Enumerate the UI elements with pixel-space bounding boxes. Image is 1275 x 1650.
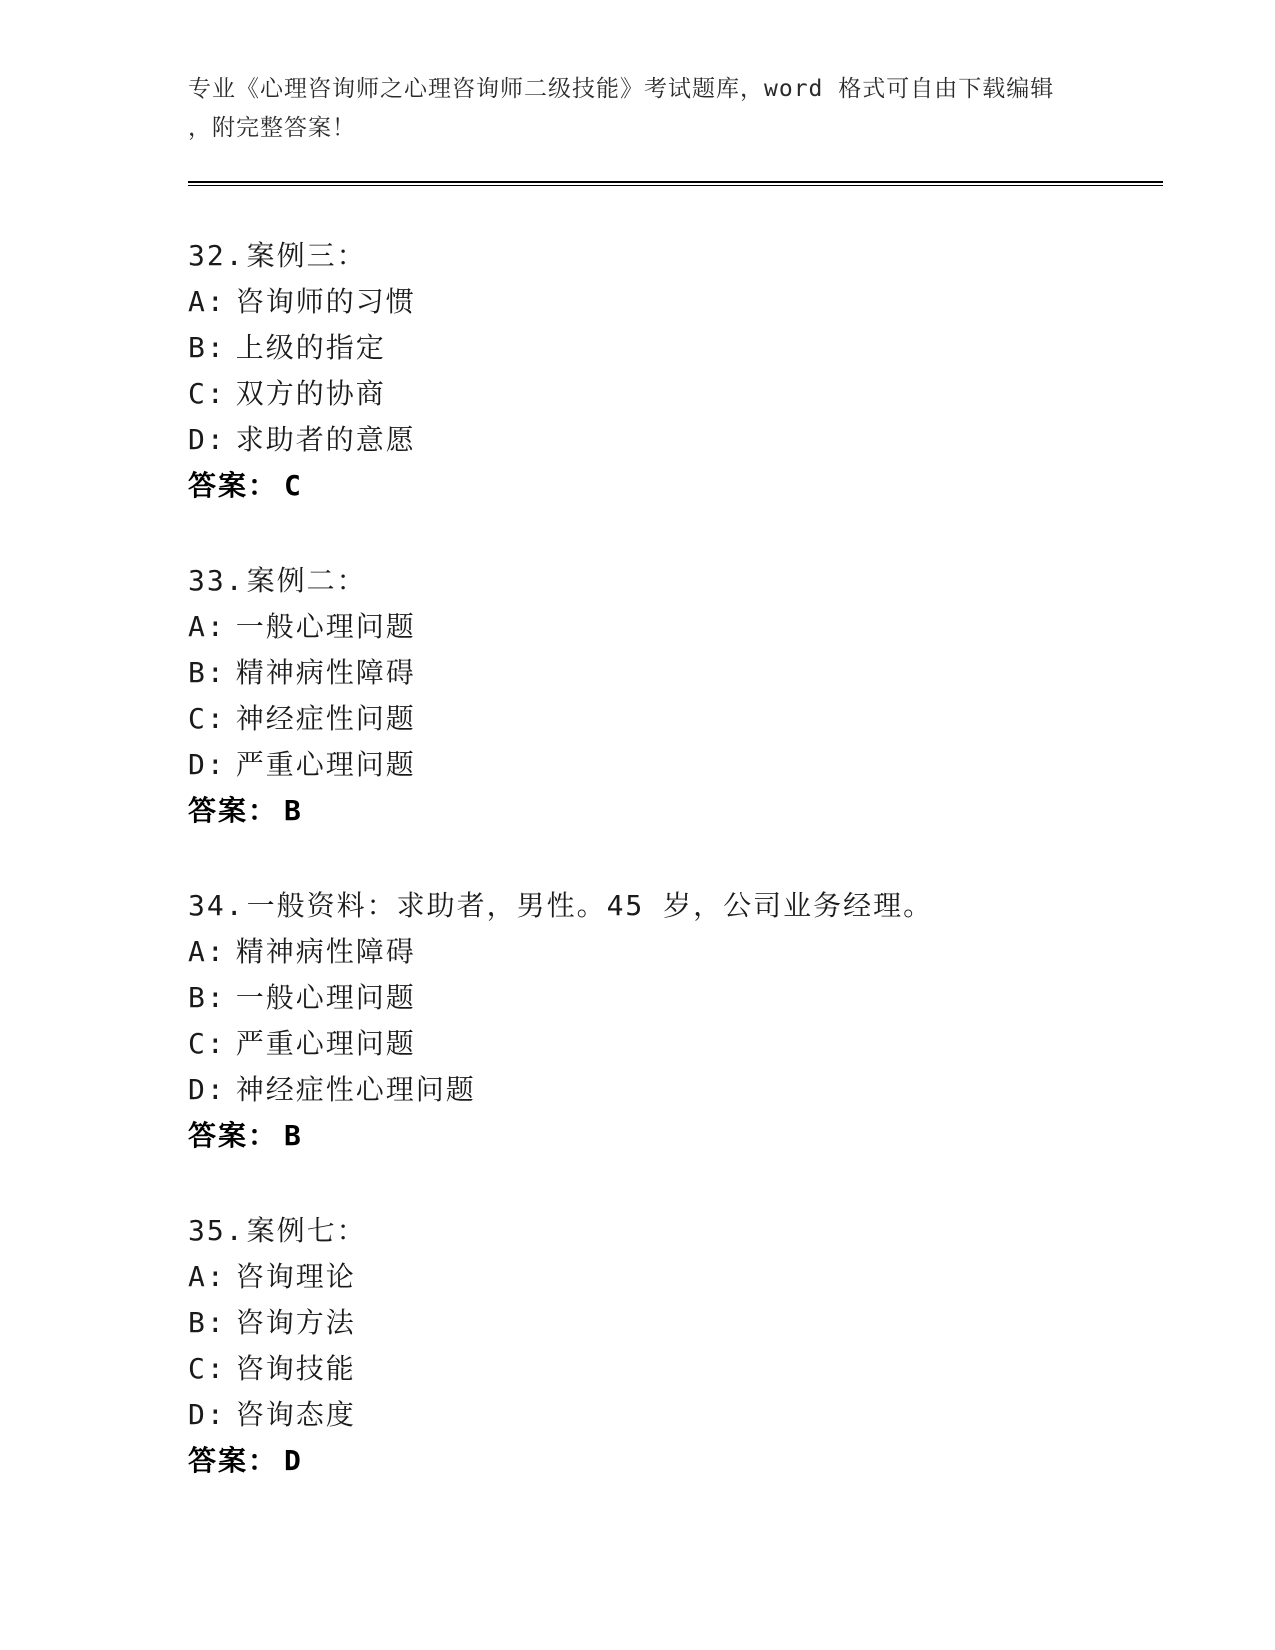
option-text: 求助者的意愿 — [235, 423, 416, 456]
option-label: D: — [188, 1073, 226, 1106]
answer-line — [188, 1113, 1163, 1159]
option-line — [188, 417, 1163, 463]
answer-value: B — [284, 794, 303, 827]
option-label: C: — [188, 377, 226, 410]
question-block-33 — [188, 558, 1163, 834]
option-line — [188, 325, 1163, 371]
option-line — [188, 1300, 1163, 1346]
question-line — [188, 883, 1163, 929]
option-text: 咨询方法 — [235, 1306, 356, 1339]
option-line — [188, 1021, 1163, 1067]
answer-label: 答案： — [188, 1444, 279, 1477]
option-line — [188, 279, 1163, 325]
option-text: 双方的协商 — [235, 377, 386, 410]
option-label: B: — [188, 981, 226, 1014]
option-line — [188, 1346, 1163, 1392]
option-text: 严重心理问题 — [235, 1027, 416, 1060]
question-number: 32. — [188, 239, 245, 272]
option-line — [188, 371, 1163, 417]
option-label: B: — [188, 1306, 226, 1339]
option-text: 神经症性心理问题 — [235, 1073, 476, 1106]
option-text: 精神病性障碍 — [235, 935, 416, 968]
question-text: 一般资料：求助者，男性。45 岁，公司业务经理。 — [246, 889, 934, 922]
answer-label: 答案： — [188, 794, 279, 827]
question-number: 35. — [188, 1214, 245, 1247]
answer-label: 答案： — [188, 1119, 279, 1152]
option-label: C: — [188, 1352, 226, 1385]
question-text: 案例三： — [246, 239, 367, 272]
question-number: 33. — [188, 564, 245, 597]
answer-value: B — [284, 1119, 303, 1152]
answer-line — [188, 463, 1163, 509]
option-line — [188, 696, 1163, 742]
option-text: 神经症性问题 — [235, 702, 416, 735]
option-line — [188, 1067, 1163, 1113]
question-text: 案例七： — [246, 1214, 367, 1247]
option-text: 咨询态度 — [235, 1398, 356, 1431]
question-line — [188, 233, 1163, 279]
option-label: B: — [188, 331, 226, 364]
page-content — [188, 0, 1163, 1484]
option-label: D: — [188, 423, 226, 456]
option-label: D: — [188, 748, 226, 781]
option-label: C: — [188, 1027, 226, 1060]
option-label: A: — [188, 610, 226, 643]
option-line — [188, 929, 1163, 975]
option-line — [188, 742, 1163, 788]
option-label: A: — [188, 285, 226, 318]
option-line — [188, 604, 1163, 650]
answer-line — [188, 788, 1163, 834]
answer-line — [188, 1438, 1163, 1484]
answer-value: C — [284, 469, 303, 502]
option-line — [188, 975, 1163, 1021]
header-line-2: ，附完整答案！ — [188, 115, 356, 141]
option-line — [188, 650, 1163, 696]
question-text: 案例二： — [246, 564, 367, 597]
option-text: 咨询师的习惯 — [235, 285, 416, 318]
question-block-34 — [188, 883, 1163, 1159]
option-line — [188, 1254, 1163, 1300]
option-text: 咨询技能 — [235, 1352, 356, 1385]
option-text: 一般心理问题 — [235, 610, 416, 643]
question-block-35 — [188, 1208, 1163, 1484]
header-separator-divider — [188, 181, 1163, 186]
questions-section — [188, 233, 1163, 1484]
option-text: 严重心理问题 — [235, 748, 416, 781]
question-block-32 — [188, 233, 1163, 509]
option-label: A: — [188, 935, 226, 968]
option-label: A: — [188, 1260, 226, 1293]
option-text: 精神病性障碍 — [235, 656, 416, 689]
option-label: C: — [188, 702, 226, 735]
question-number: 34. — [188, 889, 245, 922]
answer-value: D — [284, 1444, 303, 1477]
option-text: 一般心理问题 — [235, 981, 416, 1014]
doc-header — [188, 70, 1163, 148]
header-line-1: 专业《心理咨询师之心理咨询师二级技能》考试题库，word 格式可自由下载编辑 — [188, 76, 1055, 102]
option-line — [188, 1392, 1163, 1438]
question-line — [188, 1208, 1163, 1254]
option-label: D: — [188, 1398, 226, 1431]
option-label: B: — [188, 656, 226, 689]
question-line — [188, 558, 1163, 604]
option-text: 上级的指定 — [235, 331, 386, 364]
option-text: 咨询理论 — [235, 1260, 356, 1293]
answer-label: 答案： — [188, 469, 279, 502]
